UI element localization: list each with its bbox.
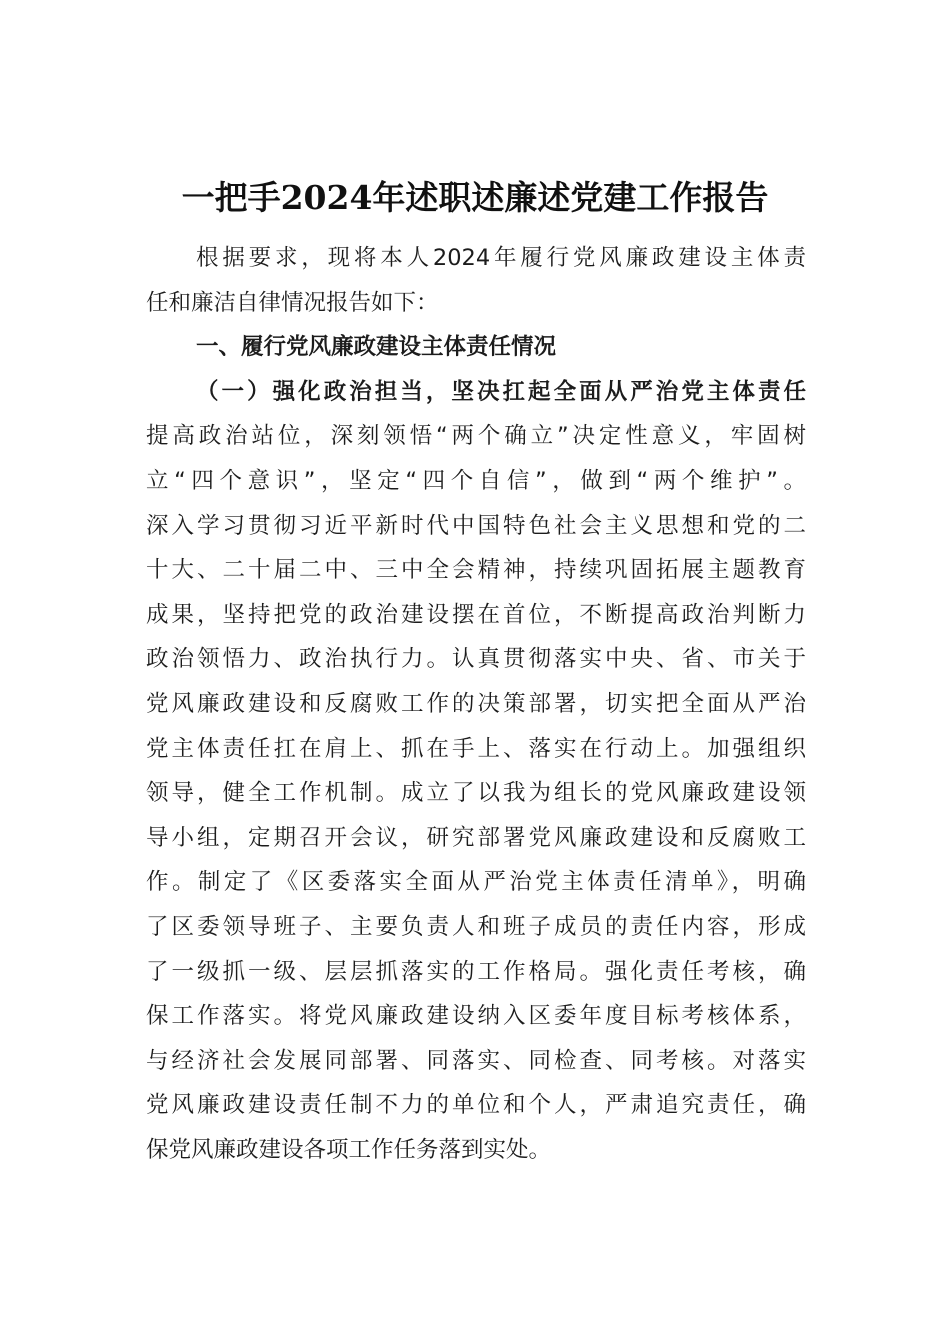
paragraph-line: 导小组，定期召开会议，研究部署党风廉政建设和反腐败工: [146, 824, 806, 851]
paragraph-line: 领导，健全工作机制。成立了以我为组长的党风廉政建设领: [146, 780, 806, 807]
paragraph-line: 深入学习贯彻习近平新时代中国特色社会主义思想和党的二: [146, 512, 806, 539]
document-title: 一把手2024年述职述廉述党建工作报告: [181, 178, 769, 217]
paragraph-line: 保党风廉政建设各项工作任务落到实处。: [146, 1136, 552, 1163]
document-body: [146, 236, 806, 1172]
paragraph-line: 政治领悟力、政治执行力。认真贯彻落实中央、省、市关于: [146, 646, 806, 673]
paragraph-line: 成果，坚持把党的政治建设摆在首位，不断提高政治判断力: [146, 601, 806, 628]
intro-line: 根据要求，现将本人2024年履行党风廉政建设主体责: [196, 245, 806, 271]
paragraph-line: 党风廉政建设和反腐败工作的决策部署，切实把全面从严治: [146, 690, 806, 717]
paragraph-line: 保工作落实。将党风廉政建设纳入区委年度目标考核体系，: [146, 1003, 806, 1030]
paragraph-line: 党主体责任扛在肩上、抓在手上、落实在行动上。加强组织: [146, 735, 806, 762]
paragraph-line: 十大、二十届二中、三中全会精神，持续巩固拓展主题教育: [146, 557, 806, 584]
intro-line: 任和廉洁自律情况报告如下：: [146, 289, 439, 316]
section-heading: 一、履行党风廉政建设主体责任情况: [196, 334, 557, 361]
paragraph-line: 作。制定了《区委落实全面从严治党主体责任清单》，明确: [146, 869, 806, 896]
subsection-heading: （一）强化政治担当，坚决扛起全面从严治党主体责任: [196, 378, 806, 405]
paragraph-line: 了一级抓一级、层层抓落实的工作格局。强化责任考核，确: [146, 958, 806, 985]
paragraph-line: 了区委领导班子、主要负责人和班子成员的责任内容，形成: [146, 913, 806, 940]
paragraph-line: 党风廉政建设责任制不力的单位和个人，严肃追究责任，确: [146, 1092, 806, 1119]
paragraph-line: 立“四个意识”，坚定“四个自信”，做到“两个维护”。: [146, 467, 806, 494]
paragraph-line: 提高政治站位，深刻领悟“两个确立”决定性意义，牢固树: [146, 423, 806, 450]
paragraph-line: 与经济社会发展同部署、同落实、同检查、同考核。对落实: [146, 1047, 806, 1074]
